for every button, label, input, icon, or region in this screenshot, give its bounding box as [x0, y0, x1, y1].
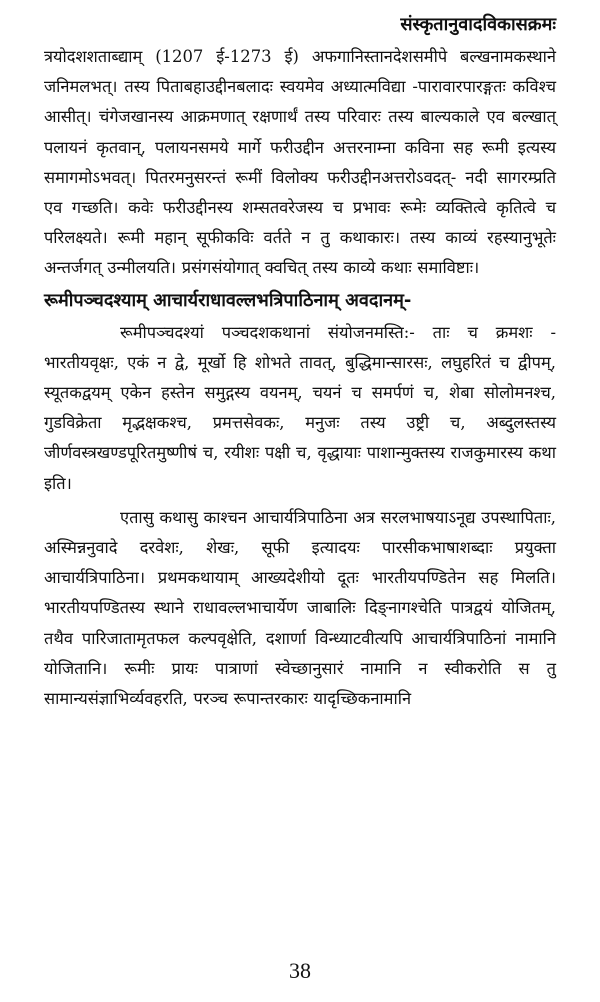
section-heading: रूमीपञ्चदश्याम् आचार्यराधावल्लभत्रिपाठिनाम् अवदानम्-	[44, 289, 412, 311]
paragraph-translation: एतासु कथासु काश्चन आचार्यत्रिपाठिना अत्र सरलभाषयाऽनूद्य उपस्थापिताः, अस्मिन्ननुवादे दरवेशः, शेखः, सूफी इत्यादयः पारसीकभाषाशब्दाः प्रयुक्ता आचार्यत्रिपाठिना। प्रथमकथायाम् आख्यदेशीयो दूतः भारतीयपण्डितेन सह मिलति। भारतीयपण्डितस्य स्थाने राधावल्लभाचार्येण जाबालिः दिङ्नागश्चेति पात्रद्वयं योजितम्, तथैव पारिजातामृतफल कल्पवृक्षेति, दशार्णा विन्ध्याटवीत्यपि आचार्यत्रिपाठिनां नामानि योजितानि। रूमीः प्रायः पात्राणां स्वेच्छानुसारं नामानि न स्वीकरोति स तु सामान्यसंज्ञाभिर्व्यवहरति, परञ्च रूपान्तरकारः यादृच्छिकनामानि	[44, 507, 556, 709]
page-heading: संस्कृतानुवादविकासक्रमः	[400, 14, 556, 35]
paragraph-intro: त्रयोदशशताब्द्याम् (1207 ई-1273 ई) अफगानिस्तानदेशसमीपे बल्खनामकस्थाने जनिमलभत्। तस्य पिताबहाउद्दीनबलादः स्वयमेव अध्यात्मविद्या -पारावारपारङ्गतः कविश्च आसीत्। चंगेजखानस्य आक्रमणात् रक्षणार्थं तस्य परिवारः तस्य बाल्यकाले एव बल्खात् पलायनं कृतवान्, पलायनसमये मार्गे फरीउद्दीन अत्तरनाम्ना कविना सह रूमी इत्यस्य समागमोऽभवत्। पितरमनुसरन्तं रूमीं विलोक्य फरीउद्दीनअत्तरोऽवदत्- नदी सागरम्प्रति एव गच्छति। कवेः फरीउद्दीनस्य शम्सतवरेजस्य च प्रभावः रूमेः व्यक्तित्वे कृतित्वे च परिलक्ष्यते। रूमी महान् सूफीकविः वर्तते न तु कथाकारः। तस्य काव्यं रहस्यानुभूतेः अन्तर्जगत् उन्मीलयति। प्रसंगसंयोगात् क्वचित् तस्य काव्ये कथाः समाविष्टाः।	[44, 47, 556, 278]
paragraph-story-list: रूमीपञ्चदश्यां पञ्चदशकथानां संयोजनमस्ति:- ताः च क्रमशः - भारतीयवृक्षः, एकं न द्वे, मूर्खो हि शोभते तावत्, बुद्धिमान्सारसः, लघुहरितं च द्वीपम्, स्यूतकद्वयम् एकेन हस्तेन समुद्गस्य वयनम्, चयनं च समर्पणं च, शेबा सोलोमनश्च, गुडविक्रेता मृद्भक्षकश्च, प्रमत्तसेवकः, मनुजः तस्य उष्ट्री च, अब्दुलस्तस्य जीर्णवस्त्रखण्डपूरितमुष्णीषं च, रयीशः पक्षी च, वृद्धायाः पाशान्मुक्तस्य राजकुमारस्य कथा इति।	[44, 322, 556, 493]
page-number: 38	[289, 958, 311, 983]
